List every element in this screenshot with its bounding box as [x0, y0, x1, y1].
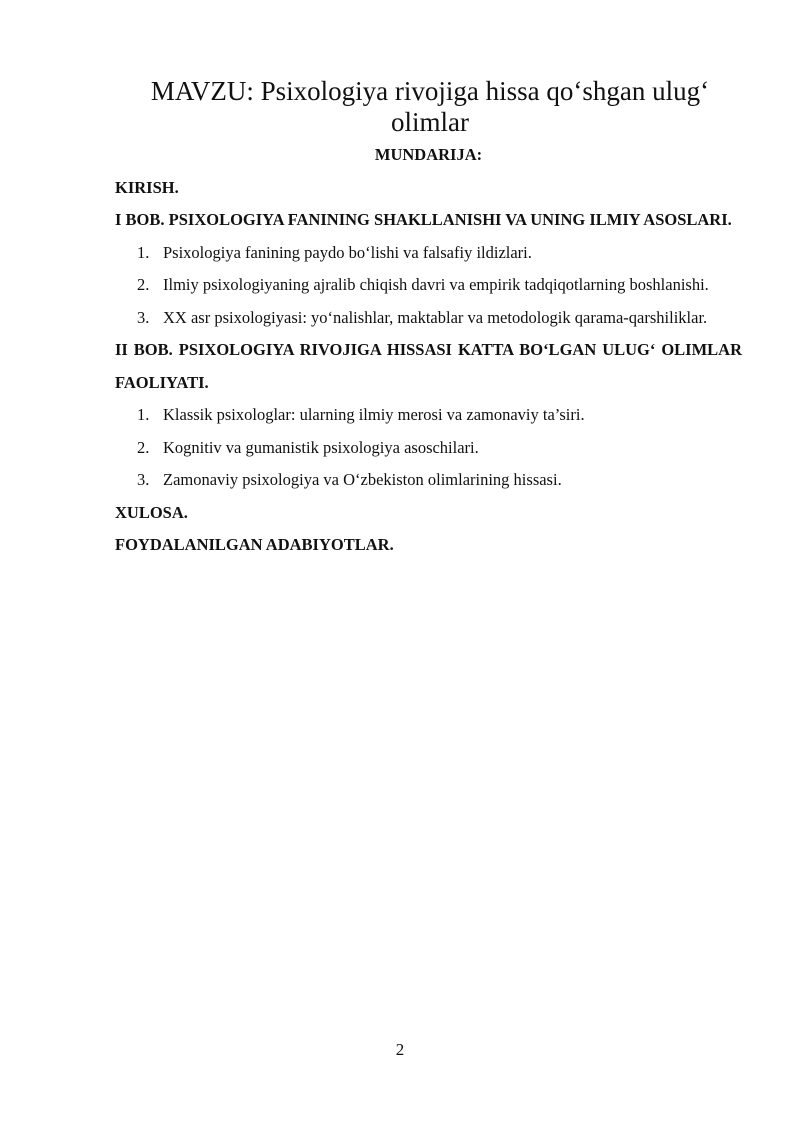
list-item-text: Klassik psixologlar: ularning ilmiy merosi va zamonaviy ta’siri.: [163, 405, 585, 424]
list-item-number: 1.: [137, 242, 150, 262]
list-item-number: 3.: [137, 307, 150, 327]
toc-conclusion: XULOSA.: [115, 502, 188, 522]
list-item: [115, 269, 742, 302]
list-item: [115, 237, 742, 270]
list-item: [115, 302, 742, 335]
document-title: MAVZU: Psixologiya rivojiga hissa qo‘shgan ulug‘ olimlar: [150, 76, 710, 137]
list-item: [115, 464, 742, 497]
toc-chapter-2-list: [115, 399, 742, 497]
list-item-number: 3.: [137, 470, 150, 489]
list-item-text: Kognitiv va gumanistik psixologiya asoschilari.: [163, 437, 479, 457]
toc-introduction: KIRISH.: [115, 177, 179, 197]
list-item: [115, 432, 742, 465]
table-of-contents: [115, 139, 742, 562]
toc-chapter-1-title: I BOB. PSIXOLOGIYA FANINING SHAKLLANISHI VA UNING ILMIY ASOSLARI.: [115, 210, 732, 229]
page-number: 2: [395, 1040, 405, 1059]
list-item-number: 2.: [137, 437, 150, 457]
toc-references: FOYDALANILGAN ADABIYOTLAR.: [115, 535, 394, 554]
toc-chapter-1-list: [115, 237, 742, 335]
list-item-number: 2.: [137, 275, 150, 294]
list-item-text: Psixologiya fanining paydo bo‘lishi va falsafiy ildizlari.: [163, 242, 532, 262]
toc-heading: MUNDARIJA:: [374, 145, 483, 164]
toc-chapter-2-title: II BOB. PSIXOLOGIYA RIVOJIGA HISSASI KATTA BO‘LGAN ULUG‘ OLIMLAR FAOLIYATI.: [115, 340, 742, 392]
list-item-text: XX asr psixologiyasi: yo‘nalishlar, maktablar va metodologik qarama-qarshiliklar.: [163, 307, 708, 327]
list-item-text: Zamonaviy psixologiya va O‘zbekiston olimlarining hissasi.: [163, 470, 562, 489]
list-item-text: Ilmiy psixologiyaning ajralib chiqish davri va empirik tadqiqotlarning boshlanishi.: [163, 275, 709, 294]
list-item: [115, 399, 742, 432]
list-item-number: 1.: [137, 405, 150, 424]
